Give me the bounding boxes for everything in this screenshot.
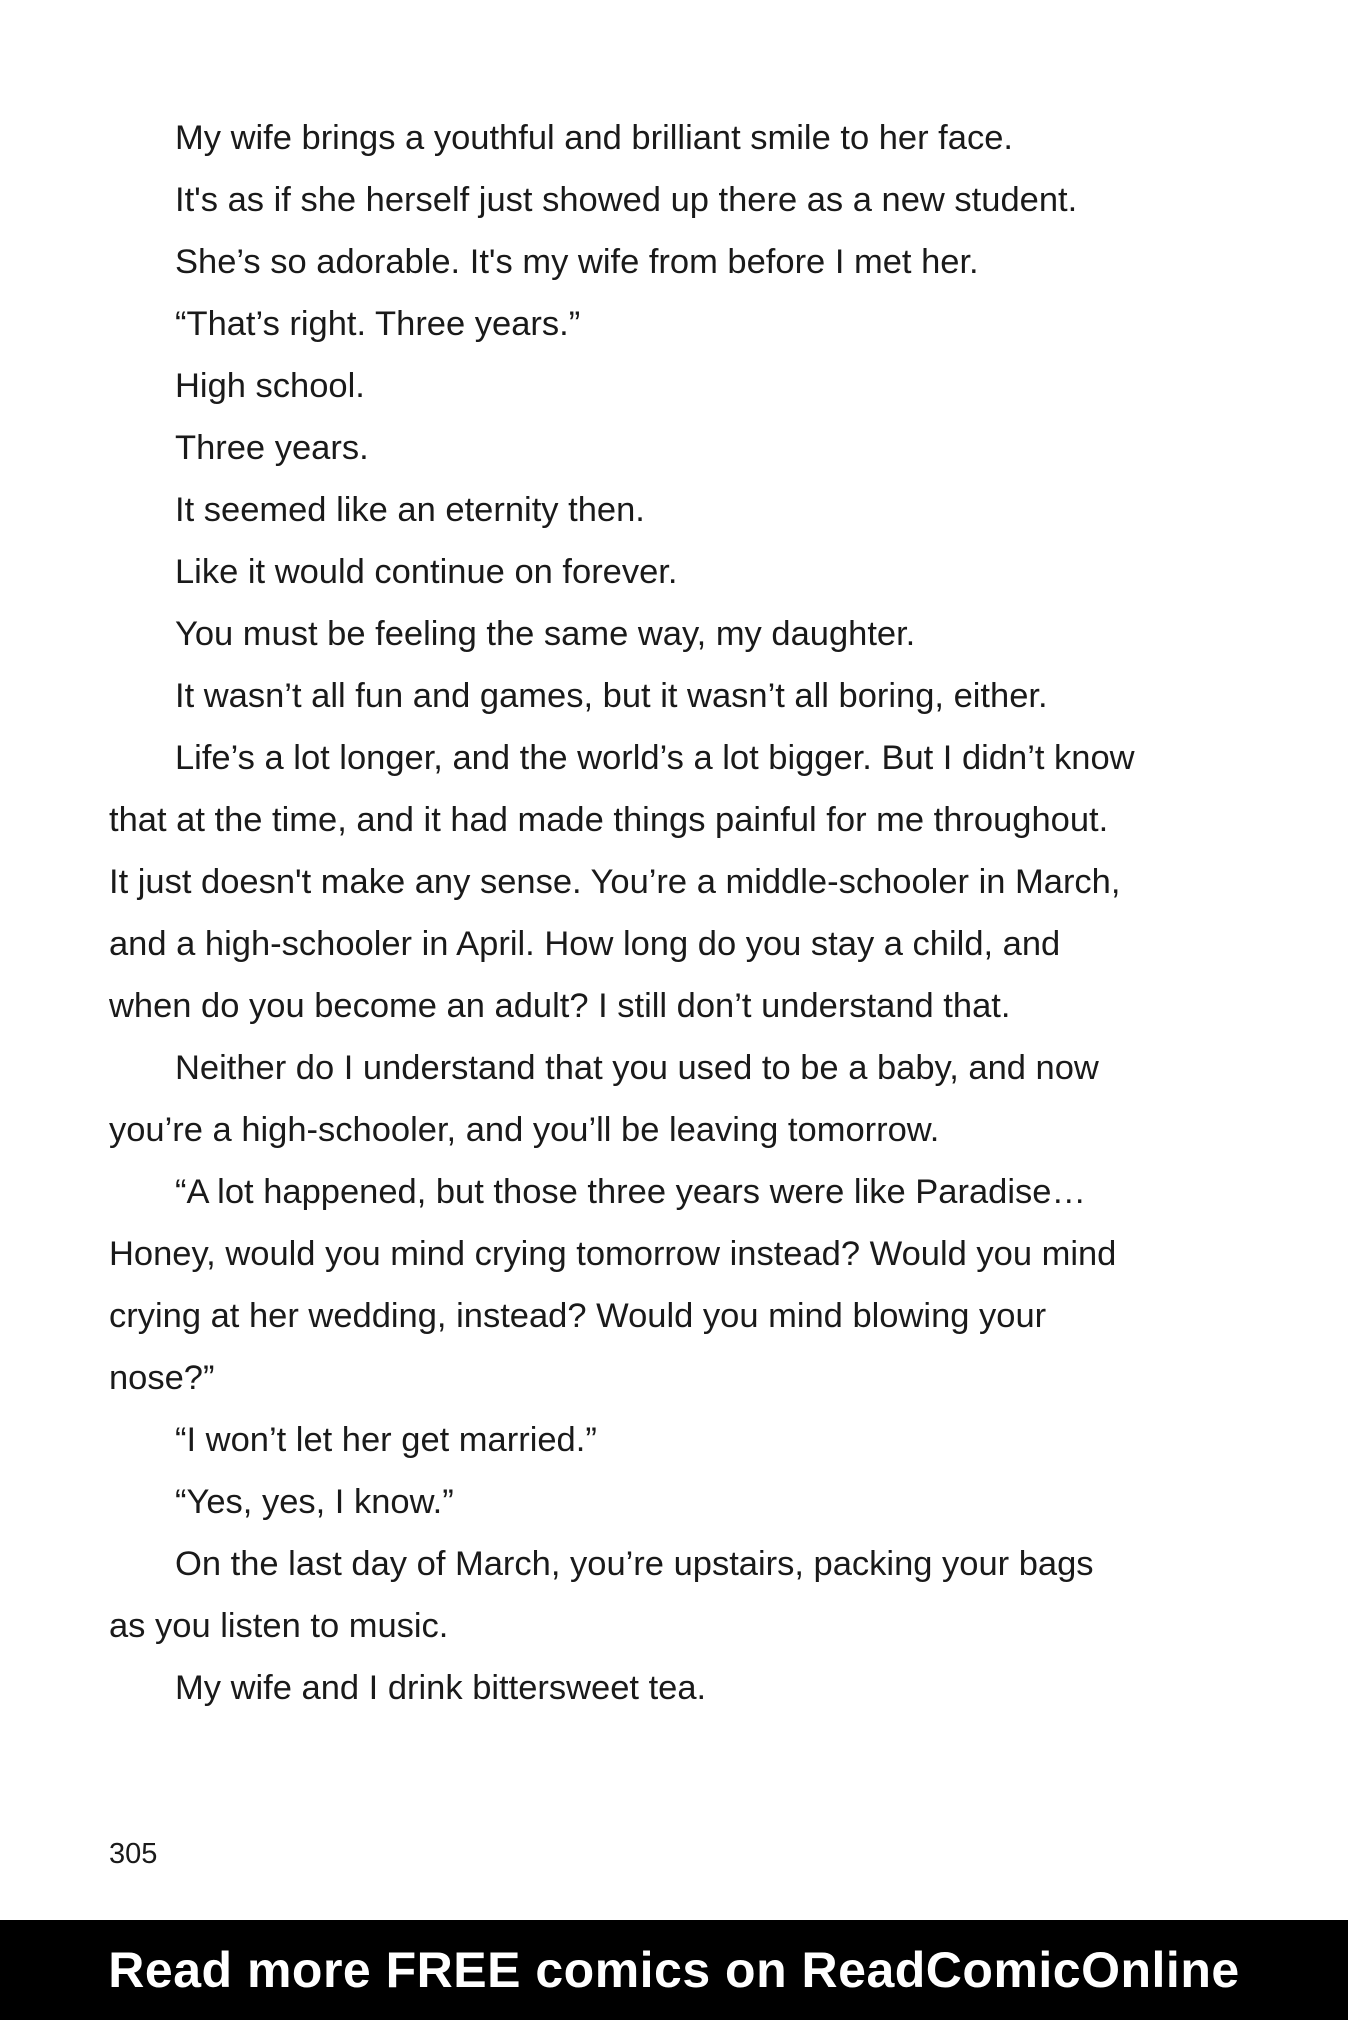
paragraph: On the last day of March, you’re upstairs, packing your bags as you listen to music. [109, 1545, 1094, 1645]
paragraph: Life’s a lot longer, and the world’s a lot bigger. But I didn’t know that at the time, and it had made things painful for me throughout. It just doesn't make any sense. You’re a middle-schooler in March, and a high-schooler in April. How long do you stay a child, and when do you become an adult? I still don’t understand that. [109, 739, 1135, 1025]
paragraph: “A lot happened, but those three years were like Paradise… Honey, would you mind crying tomorrow instead? Would you mind crying at her wedding, instead? Would you mind blowing your nose?” [109, 1173, 1117, 1397]
paragraph: My wife and I drink bittersweet tea. [175, 1669, 707, 1707]
paragraph: Neither do I understand that you used to be a baby, and now you’re a high-schooler, and you’ll be leaving tomorrow. [109, 1049, 1099, 1149]
paragraph: My wife brings a youthful and brilliant smile to her face. [175, 119, 1013, 157]
paragraph: It seemed like an eternity then. [175, 491, 645, 529]
paragraph: “I won’t let her get married.” [175, 1421, 597, 1459]
paragraph: You must be feeling the same way, my daughter. [175, 615, 916, 653]
paragraph: “Yes, yes, I know.” [175, 1483, 454, 1521]
footer-banner[interactable] [0, 1920, 1348, 2020]
page-number: 305 [109, 1838, 158, 1870]
paragraph: It's as if she herself just showed up there as a new student. [175, 181, 1078, 219]
paragraph: She’s so adorable. It's my wife from before I met her. [175, 243, 979, 281]
paragraph: High school. [175, 367, 365, 405]
paragraph: It wasn’t all fun and games, but it wasn’t all boring, either. [175, 677, 1048, 715]
paragraph: Three years. [175, 429, 369, 467]
page-body [109, 107, 1199, 1719]
footer-banner-text[interactable]: Read more FREE comics on ReadComicOnline [108, 1942, 1240, 1998]
paragraph: “That’s right. Three years.” [175, 305, 581, 343]
paragraph: Like it would continue on forever. [175, 553, 678, 591]
